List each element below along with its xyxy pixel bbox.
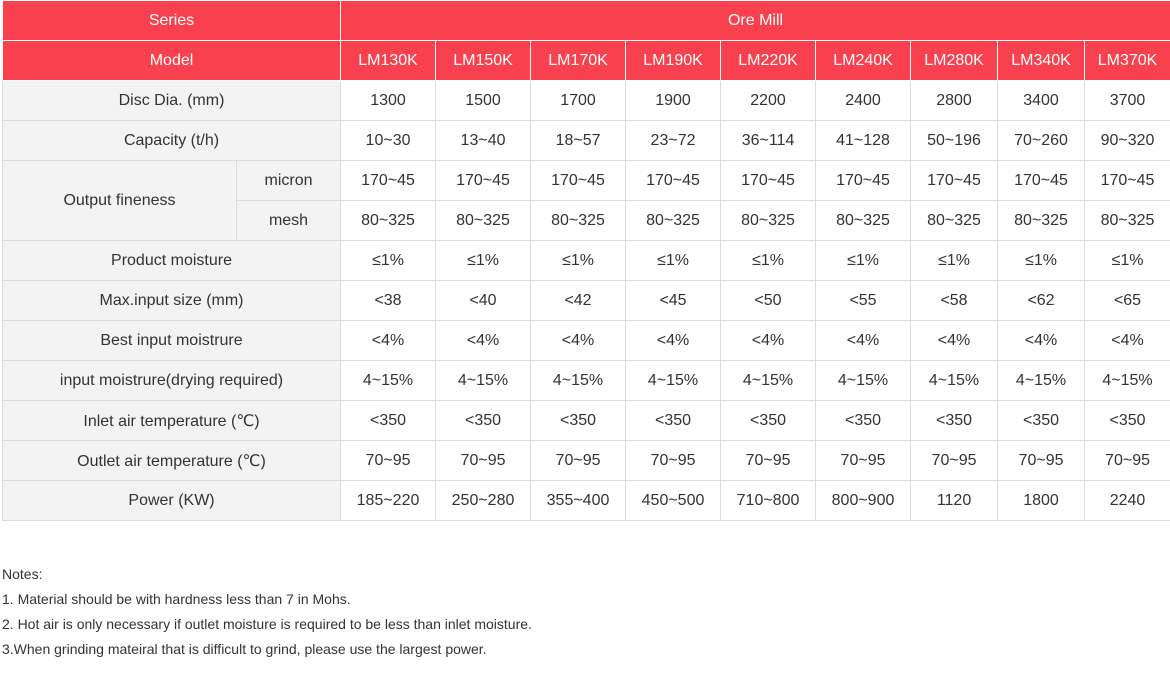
value-cell: 1500 [436,81,531,121]
model-cell: LM240K [816,41,911,81]
input-moisture-drying-label: input moistrure(drying required) [3,361,341,401]
value-cell: <4% [998,321,1085,361]
value-cell: 4~15% [721,361,816,401]
value-cell: 4~15% [341,361,436,401]
value-cell: <350 [531,401,626,441]
value-cell: <350 [436,401,531,441]
note-item-2: 2. Hot air is only necessary if outlet moisture is required to be less than inlet moisture. [2,616,532,632]
value-cell: 70~95 [998,441,1085,481]
disc-dia-label: Disc Dia. (mm) [3,81,341,121]
value-cell: <4% [626,321,721,361]
value-cell: 170~45 [1085,161,1170,201]
value-cell: 170~45 [341,161,436,201]
value-cell: 170~45 [998,161,1085,201]
value-cell: 80~325 [998,201,1085,241]
value-cell: 450~500 [626,481,721,521]
value-cell: <350 [1085,401,1170,441]
model-cell: LM170K [531,41,626,81]
value-cell: <4% [531,321,626,361]
input-moisture-drying-row [3,361,1170,401]
value-cell: 3400 [998,81,1085,121]
value-cell: 4~15% [626,361,721,401]
series-header-row [3,1,1170,41]
value-cell: 80~325 [626,201,721,241]
series-label-cell: Series [3,1,341,41]
output-fineness-micron-row [3,161,1170,201]
value-cell: ≤1% [531,241,626,281]
value-cell: 36~114 [721,121,816,161]
note-item-1: 1. Material should be with hardness less than 7 in Mohs. [2,591,351,607]
value-cell: 170~45 [531,161,626,201]
value-cell: 170~45 [436,161,531,201]
value-cell: 70~95 [341,441,436,481]
max-input-size-row [3,281,1170,321]
value-cell: ≤1% [436,241,531,281]
value-cell: 800~900 [816,481,911,521]
value-cell: 250~280 [436,481,531,521]
power-row [3,481,1170,521]
value-cell: <58 [911,281,998,321]
value-cell: ≤1% [911,241,998,281]
value-cell: 41~128 [816,121,911,161]
value-cell: 1120 [911,481,998,521]
note-item-3: 3.When grinding mateiral that is difficult to grind, please use the largest power. [2,641,487,657]
value-cell: 80~325 [531,201,626,241]
capacity-row [3,121,1170,161]
value-cell: 70~95 [911,441,998,481]
value-cell: 4~15% [911,361,998,401]
value-cell: <42 [531,281,626,321]
value-cell: <45 [626,281,721,321]
value-cell: 70~95 [626,441,721,481]
value-cell: ≤1% [998,241,1085,281]
value-cell: <350 [721,401,816,441]
value-cell: 70~260 [998,121,1085,161]
best-input-moisture-row [3,321,1170,361]
value-cell: 90~320 [1085,121,1170,161]
value-cell: 70~95 [1085,441,1170,481]
value-cell: 4~15% [531,361,626,401]
value-cell: <4% [911,321,998,361]
model-cell: LM130K [341,41,436,81]
product-moisture-row [3,241,1170,281]
value-cell: 13~40 [436,121,531,161]
value-cell: 1300 [341,81,436,121]
value-cell: 80~325 [721,201,816,241]
value-cell: <4% [816,321,911,361]
value-cell: 4~15% [436,361,531,401]
value-cell: 2200 [721,81,816,121]
model-cell: LM190K [626,41,721,81]
series-value-cell: Ore Mill [341,1,1170,41]
notes-title: Notes: [2,566,43,582]
value-cell: <350 [998,401,1085,441]
value-cell: 170~45 [721,161,816,201]
value-cell: <38 [341,281,436,321]
value-cell: <350 [816,401,911,441]
value-cell: <65 [1085,281,1170,321]
value-cell: <55 [816,281,911,321]
model-cell: LM340K [998,41,1085,81]
value-cell: 10~30 [341,121,436,161]
output-fineness-label: Output fineness [3,161,237,241]
value-cell: 80~325 [341,201,436,241]
value-cell: 70~95 [721,441,816,481]
value-cell: 80~325 [911,201,998,241]
value-cell: 80~325 [436,201,531,241]
value-cell: 23~72 [626,121,721,161]
value-cell: 50~196 [911,121,998,161]
value-cell: <4% [341,321,436,361]
value-cell: 1700 [531,81,626,121]
product-moisture-label: Product moisture [3,241,341,281]
model-label-cell: Model [3,41,341,81]
mesh-label: mesh [237,201,341,241]
value-cell: 3700 [1085,81,1170,121]
value-cell: 2400 [816,81,911,121]
outlet-air-temp-label: Outlet air temperature (℃) [3,441,341,481]
capacity-label: Capacity (t/h) [3,121,341,161]
value-cell: 185~220 [341,481,436,521]
value-cell: <40 [436,281,531,321]
max-input-size-label: Max.input size (mm) [3,281,341,321]
value-cell: 1800 [998,481,1085,521]
value-cell: <4% [721,321,816,361]
value-cell: 70~95 [816,441,911,481]
value-cell: 80~325 [1085,201,1170,241]
value-cell: <350 [626,401,721,441]
value-cell: ≤1% [721,241,816,281]
value-cell: 70~95 [436,441,531,481]
value-cell: 18~57 [531,121,626,161]
value-cell: 4~15% [816,361,911,401]
value-cell: ≤1% [1085,241,1170,281]
model-cell: LM280K [911,41,998,81]
value-cell: 4~15% [1085,361,1170,401]
value-cell: 710~800 [721,481,816,521]
outlet-air-temp-row [3,441,1170,481]
value-cell: 170~45 [626,161,721,201]
disc-dia-row [3,81,1170,121]
value-cell: <4% [1085,321,1170,361]
value-cell: 2800 [911,81,998,121]
power-label: Power (KW) [3,481,341,521]
best-input-moisture-label: Best input moistrure [3,321,341,361]
value-cell: 4~15% [998,361,1085,401]
model-cell: LM370K [1085,41,1170,81]
model-header-row [3,41,1170,81]
model-cell: LM220K [721,41,816,81]
inlet-air-temp-row [3,401,1170,441]
notes-section [2,562,532,662]
value-cell: 170~45 [911,161,998,201]
value-cell: ≤1% [341,241,436,281]
value-cell: <62 [998,281,1085,321]
value-cell: 170~45 [816,161,911,201]
value-cell: ≤1% [816,241,911,281]
micron-label: micron [237,161,341,201]
inlet-air-temp-label: Inlet air temperature (℃) [3,401,341,441]
value-cell: 355~400 [531,481,626,521]
value-cell: ≤1% [626,241,721,281]
value-cell: <350 [911,401,998,441]
value-cell: 70~95 [531,441,626,481]
value-cell: <4% [436,321,531,361]
value-cell: <50 [721,281,816,321]
value-cell: 1900 [626,81,721,121]
spec-table [2,0,1170,521]
value-cell: 80~325 [816,201,911,241]
value-cell: 2240 [1085,481,1170,521]
model-cell: LM150K [436,41,531,81]
value-cell: <350 [341,401,436,441]
